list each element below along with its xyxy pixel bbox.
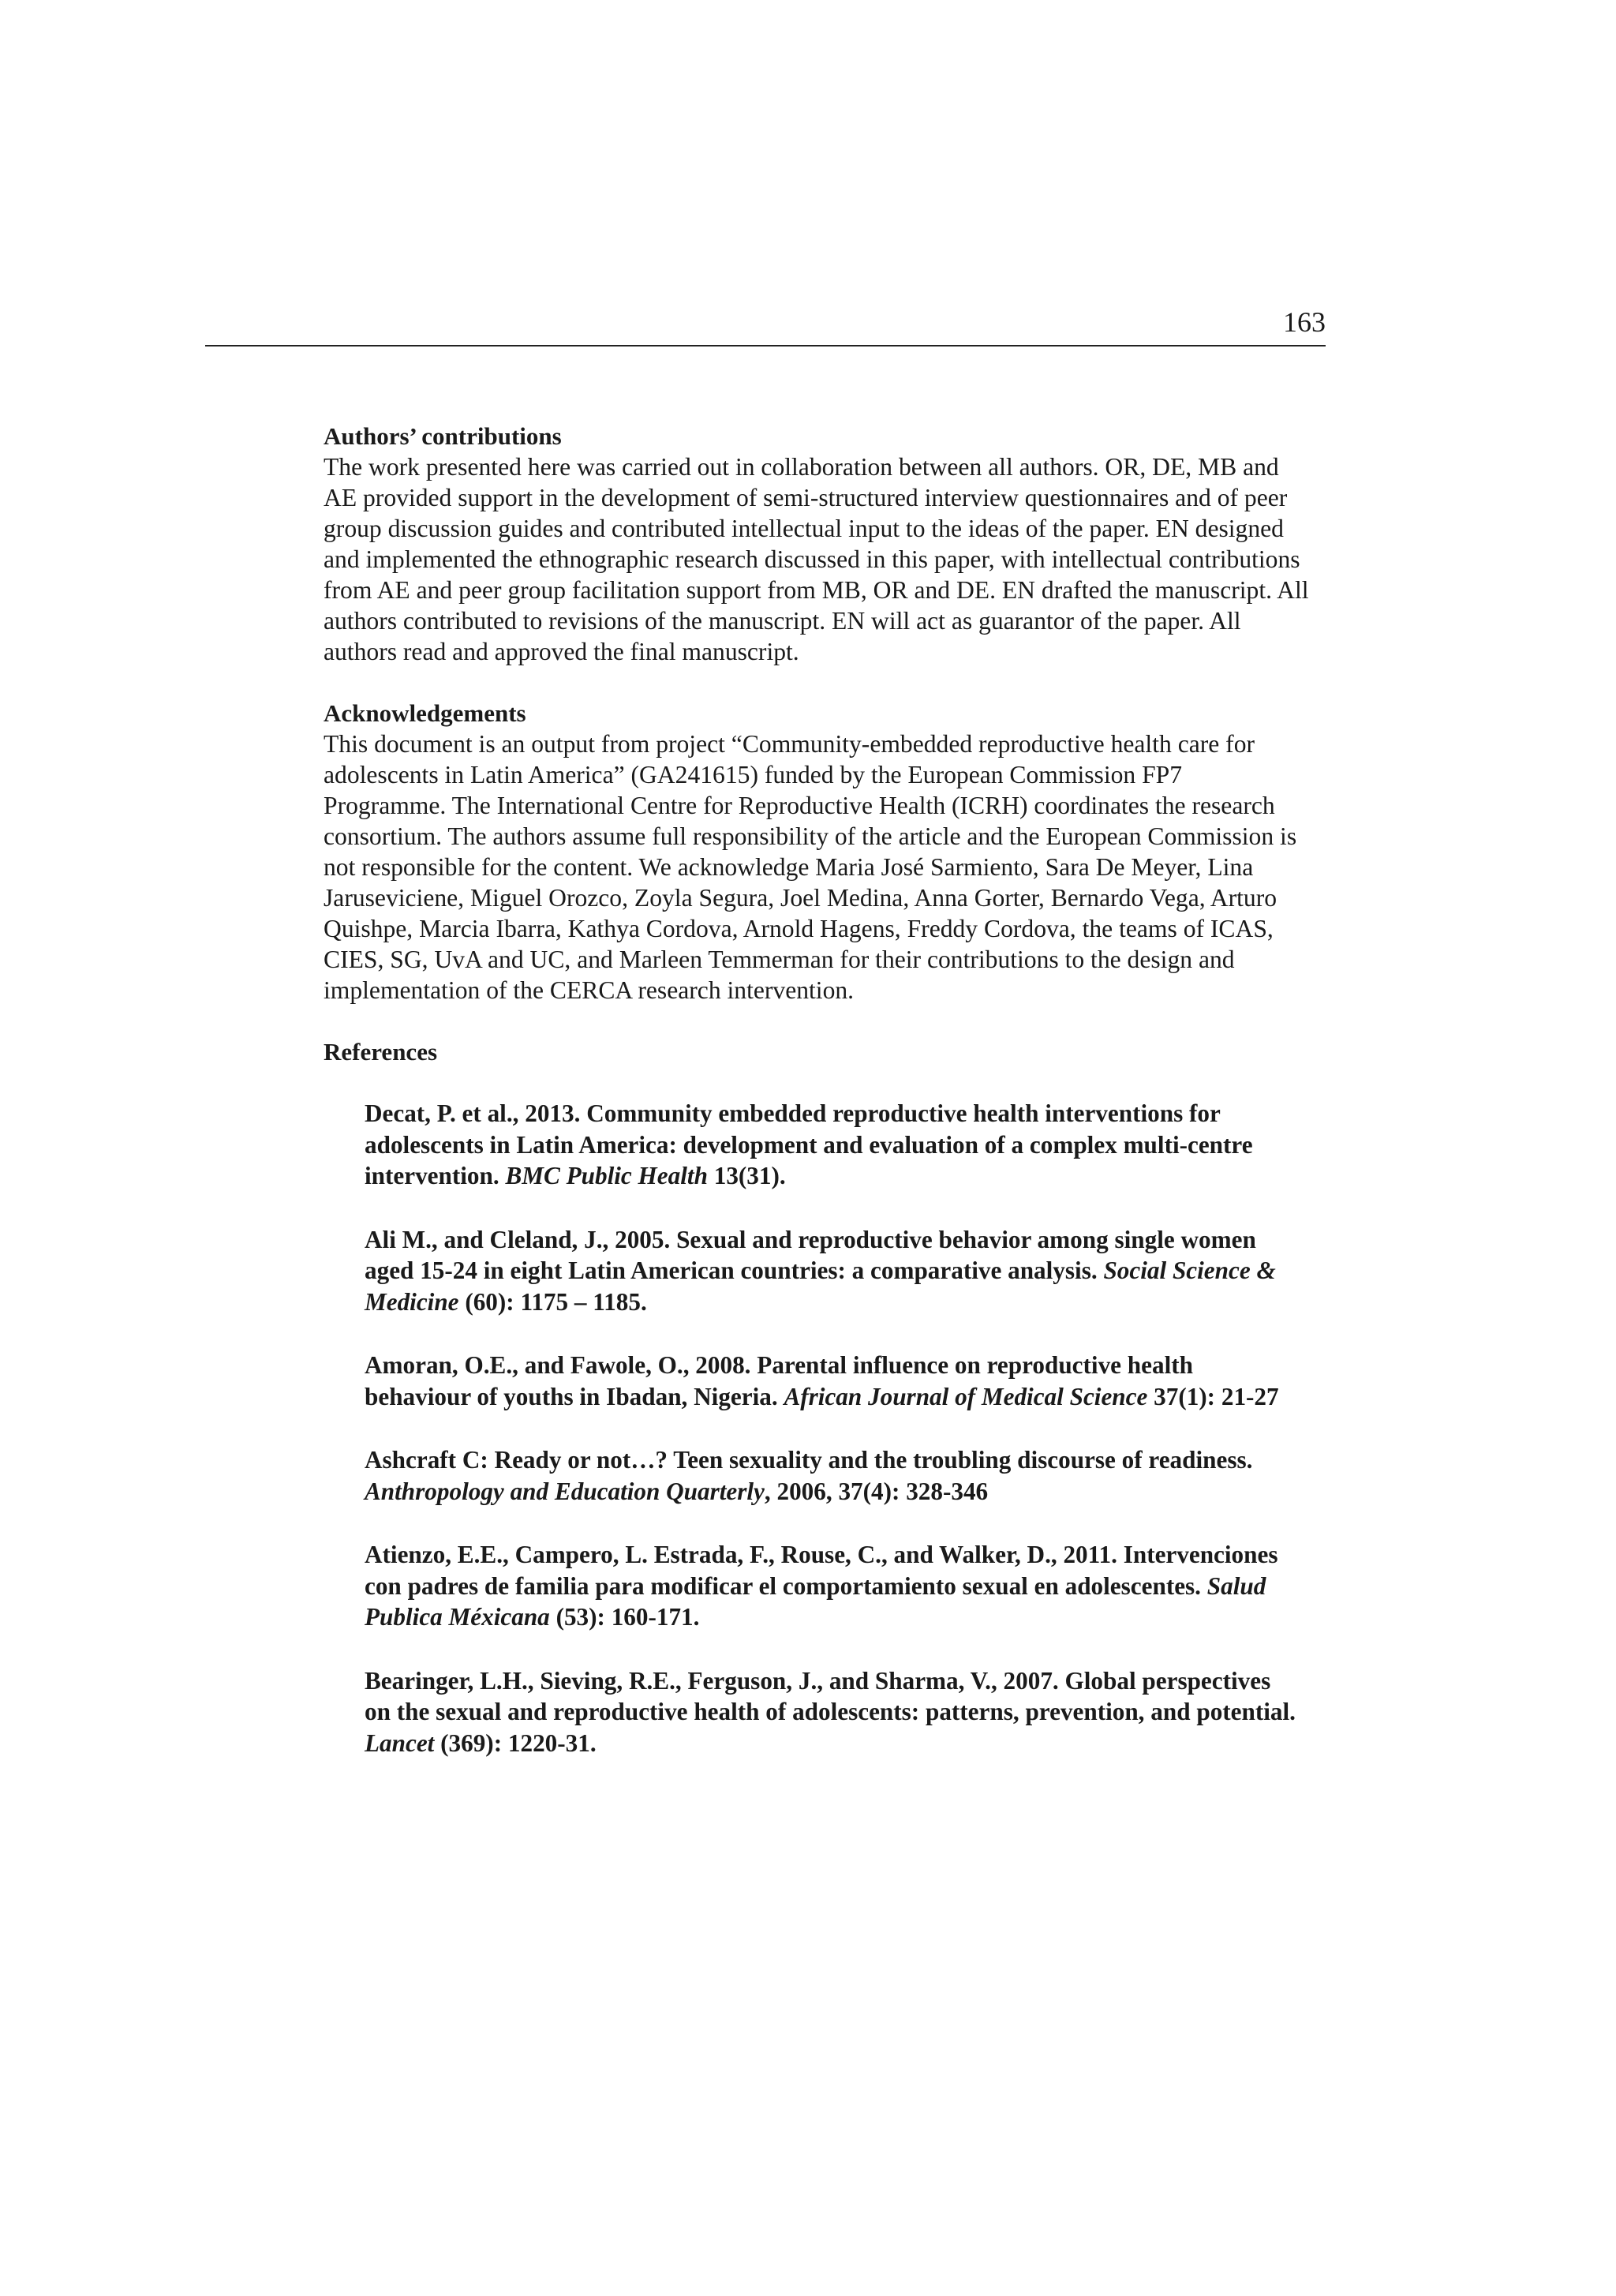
reference-item bbox=[365, 1444, 1296, 1507]
page-content bbox=[324, 421, 1326, 1791]
reference-text: Bearinger, L.H., Sieving, R.E., Ferguson, J., and Sharma, V., 2007. Global perspectives on the sexual and reproductive health of adolescents: patterns, prevention, and potential. bbox=[365, 1666, 1296, 1725]
reference-journal: BMC Public Health bbox=[505, 1162, 708, 1189]
page-number: 163 bbox=[1283, 306, 1326, 338]
reference-text: Decat, P. et al., 2013. Community embedded reproductive health interventions for adolescents in Latin America: development and evaluation of a complex multi-centre intervention. bbox=[365, 1099, 1253, 1189]
reference-citation: 13(31). bbox=[707, 1162, 786, 1189]
reference-text: Ali M., and Cleland, J., 2005. Sexual and reproductive behavior among single women aged 15-24 in eight Latin American countries: a comparative analysis. bbox=[365, 1225, 1256, 1284]
reference-list bbox=[324, 1098, 1326, 1759]
references-section bbox=[324, 1036, 1326, 1759]
acknowledgements-text: This document is an output from project “Community-embedded reproductive health care for adolescents in Latin America” (GA241615) funded by the European Commission FP7 Programme. The International Centre for Reproductive Health (ICRH) coordinates the research consortium. The authors assume full responsibility of the article and the European Commission is not responsible for the content. We acknowledge Maria José Sarmiento, Sara De Meyer, Lina Jaruseviciene, Miguel Orozco, Zoyla Segura, Joel Medina, Anna Gorter, Bernardo Vega, Arturo Quishpe, Marcia Ibarra, Kathya Cordova, Arnold Hagens, Freddy Cordova, the teams of ICAS, CIES, SG, UvA and UC, and Marleen Temmerman for their contributions to the design and implementation of the CERCA research intervention. bbox=[324, 730, 1297, 1004]
reference-item bbox=[365, 1665, 1296, 1759]
authors-contributions-section bbox=[324, 421, 1326, 667]
reference-journal: Anthropology and Education Quarterly bbox=[365, 1477, 765, 1505]
reference-citation: 37(1): 21-27 bbox=[1147, 1382, 1279, 1410]
reference-journal: Lancet bbox=[365, 1729, 435, 1757]
header-rule bbox=[205, 345, 1326, 346]
authors-contributions-heading: Authors’ contributions bbox=[324, 422, 562, 450]
reference-item bbox=[365, 1098, 1296, 1192]
references-heading: References bbox=[324, 1038, 438, 1066]
reference-journal: Social Science & Medicine bbox=[365, 1257, 1276, 1316]
acknowledgements-heading: Acknowledgements bbox=[324, 699, 526, 727]
reference-journal: Salud Publica Méxicana bbox=[365, 1571, 1266, 1631]
reference-item bbox=[365, 1224, 1296, 1318]
reference-citation: (369): 1220-31. bbox=[434, 1729, 597, 1757]
reference-journal: African Journal of Medical Science bbox=[784, 1382, 1148, 1410]
reference-citation: , 2006, 37(4): 328-346 bbox=[764, 1477, 989, 1505]
reference-citation: (53): 160-171. bbox=[549, 1603, 700, 1631]
reference-text: Atienzo, E.E., Campero, L. Estrada, F., Rouse, C., and Walker, D., 2011. Intervenciones con padres de familia para modificar el comportamiento sexual en adolescentes. bbox=[365, 1541, 1278, 1600]
reference-text: Amoran, O.E., and Fawole, O., 2008. Parental influence on reproductive health behaviour of youths in Ibadan, Nigeria. bbox=[365, 1351, 1193, 1410]
acknowledgements-section bbox=[324, 698, 1326, 1006]
reference-item bbox=[365, 1350, 1296, 1412]
reference-item bbox=[365, 1539, 1296, 1633]
authors-contributions-text: The work presented here was carried out in collaboration between all authors. OR, DE, MB and AE provided support in the development of semi-structured interview questionnaires and of peer group discussion guides and contributed intellectual input to the ideas of the paper. EN designed and implemented the ethnographic research discussed in this paper, with intellectual contributions from AE and peer group facilitation support from MB, OR and DE. EN drafted the manuscript. All authors contributed to revisions of the manuscript. EN will act as guarantor of the paper. All authors read and approved the final manuscript. bbox=[324, 453, 1309, 665]
reference-citation: (60): 1175 – 1185. bbox=[458, 1287, 647, 1316]
reference-text: Ashcraft C: Ready or not…? Teen sexuality and the troubling discourse of readiness. bbox=[365, 1446, 1253, 1474]
